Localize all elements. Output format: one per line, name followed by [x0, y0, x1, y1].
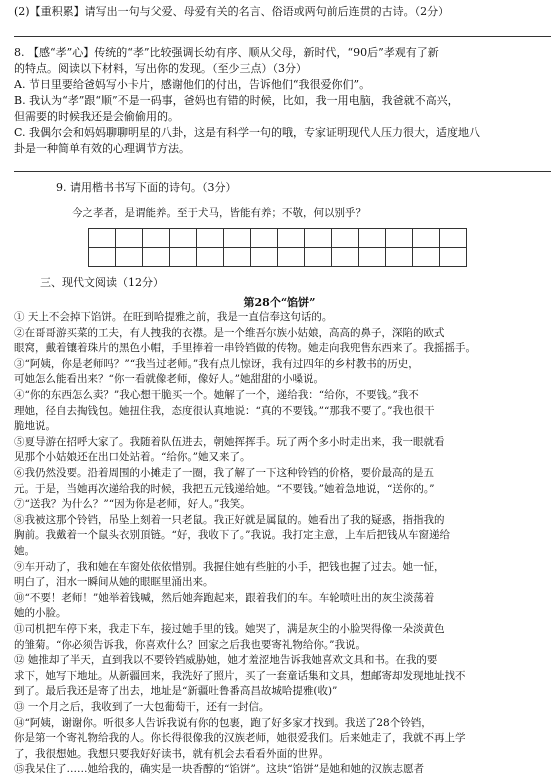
article-line: 的雏菊。“你必须告诉我，你喜欢什么？回家之后我也要寄礼物给你。”我说。	[14, 638, 366, 651]
section-3-heading: 三、现代文阅读（12分）	[40, 276, 164, 289]
question-8-line1: 8. 【感“孝”心】传统的“孝”比较强调长幼有序、顺从父母，新时代，“90后”孝观有了新	[14, 46, 439, 59]
article-line: ① 天上不会掉下馅饼。在旺到哈提雅之前，我是一直信奉这句话的。	[14, 311, 333, 323]
article-line: 脆地说。	[14, 420, 56, 433]
material-a: A. 节日里要给爸妈写小卡片，感谢他们的付出，告诉他们“我很爱你们”。	[14, 78, 371, 91]
article-line: 了，我很想她。我想只要我好好读书，就有机会去看看外面的世界。	[14, 747, 329, 760]
article-line: 到了。最后我还是寄了出去，地址是“新疆吐鲁番高昌故城哈提雅(收)”	[14, 685, 338, 698]
article-line: 你是第一个寄礼物给我的人。你长得很像我的汉族老师，她很爱我们。后来她走了，我就不再上学	[14, 732, 466, 745]
article-line: 她。	[14, 545, 35, 557]
article-line: ⑪司机把车停下来，我走下车，接过她手里的钱。她哭了，满是灰尘的小脸哭得像一朵淡黄色	[14, 623, 445, 635]
article-line: ④“你的东西怎么卖？”我心想干脆买一个。她解了一个，递给我：“给你，不要钱。”我不	[14, 389, 419, 401]
article-line: ⑫ 她推却了半天，直到我以不要铃铛威胁她，她才羞涩地告诉我她喜欢文具和书。在我的要	[14, 654, 438, 667]
article-line: 她的小脸。	[14, 607, 67, 620]
article-line: ⑦“送我？为什么？”“因为你是老师，好人。”我笑。	[14, 498, 251, 511]
answer-line	[14, 36, 551, 37]
poem-text: 今之孝者，是谓能养。至于犬马，皆能有养；不敬，何以别乎？	[72, 207, 366, 219]
material-b-line2: 但需要的时候我还是会偷偷用的。	[14, 110, 179, 123]
article-line: ⑤夏导游在招呼大家了。我随着队伍进去，朝她挥挥手。玩了两个多小时走出来，我一眼就看	[14, 435, 445, 448]
article-line: ⑨车开动了，我和她在车窗处依依惜别。我握住她有些脏的小手，把钱也握了过去。她一怔，	[14, 560, 445, 573]
material-c-line2: 卦是一种简单有效的心理调节方法。	[14, 142, 190, 155]
article-line: 见那个小姑娘还在出口处站着。“给你。”她又来了。	[14, 451, 251, 464]
article-line: 胸前。我戴着一个鼠头衣别頂链。“好，我收下了。”我说。我打定主意，上车后把钱从车窗递给	[14, 529, 450, 542]
article-line: ③“阿姨，你是老师吗？”“我当过老师。”我有点儿惊讶，我有过四年的乡村教书的历史，	[14, 357, 419, 370]
article-line: 眼窝，戴着镶着珠片的黑色小帽，手里捧着一串铃铛做的传物。她走向我兜售东西来了。我摇摇手。	[14, 342, 476, 355]
writing-grid	[88, 228, 467, 267]
article-line: 理她，径自去掏钱包。她扭住我，态度很认真地说：“真的不要钱。”“那我不要了。”我也很干	[14, 404, 435, 417]
question-9: 9. 请用楷书书写下面的诗句。（3分）	[56, 181, 237, 194]
article-line: 可她怎么能看出来？“你一看就像老师，像好人。”她甜甜的小嗓说。	[14, 373, 324, 386]
material-c-line1: C. 我偶尔会和妈妈聊聊明星的八卦，这是有科学一句的哦，专家证明现代人压力很大，适度地八	[14, 126, 481, 139]
article-line: ⑮我呆住了……她给我的，确实是一块香醇的“馅饼”。这块“馅饼”是她和她的汉族志愿者	[14, 763, 424, 776]
question-7-2: (2)【重积累】请写出一句与父爱、母爱有关的名言、俗语或两句前后连贯的古诗。（2分）	[14, 5, 450, 18]
article-title: 第28个“馅饼”	[243, 296, 316, 309]
article-line: ⑬ 一个月之后，我收到了一大包葡萄干，还有一封信。	[14, 701, 270, 713]
article-line: ⑧我被这那个铃铛，吊坠上刻着一只老鼠。我正好就是属鼠的。她看出了我的疑惑，指指我的	[14, 513, 445, 526]
answer-line	[14, 171, 551, 172]
article-line: ⑩“不要！老师！”她举着钱喊，然后她奔跑起来，跟着我们的车。车轮喷吐出的灰尘淡荡着	[14, 591, 435, 604]
article-line: ⑭“阿姨，谢谢你。听很多人告诉我说有你的包裹，跑了好多家才找到。我送了28个铃铛，	[14, 716, 432, 729]
article-line: ②在哥哥游买菜的工夫，有人拽我的衣襟。是一个维吾尔族小姑娘，高高的鼻子，深陷的欧式	[14, 326, 445, 339]
article-line: 求下，她写下地址。从新疆回来，我洗好了照片，买了一套童话集和文具，想邮寄却发现地址找不	[14, 669, 466, 682]
article-line: 元。于是，当她再次递给我的时候，我把五元钱递给她。“不要钱。”她着急地说，“送你的。”	[14, 482, 435, 495]
article-line: ⑥我仍然没要。沿着周围的小摊走了一圈，我了解了一下这种铃铛的价格，要价最高的是五	[14, 467, 434, 479]
material-b-line1: B. 我认为“孝”跟“顺”不是一码事，爸妈也有错的时候，比如，我一用电脑，我爸就不高兴，	[14, 94, 459, 107]
question-8-line2: 的特点。阅读以下材料，写出你的发现。（至少三点）（3分）	[14, 62, 307, 75]
article-line: 明白了，泪水一瞬间从她的眼眶里涌出来。	[14, 576, 214, 589]
